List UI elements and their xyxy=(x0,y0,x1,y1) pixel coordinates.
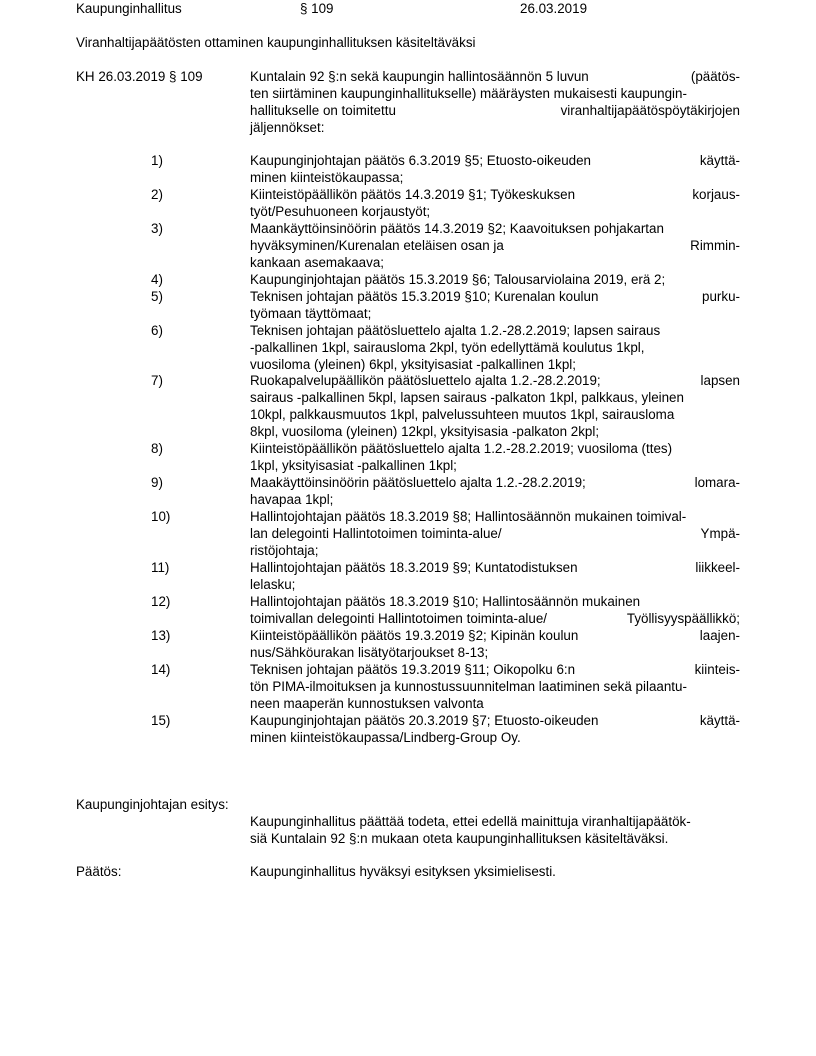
text-line xyxy=(250,610,740,627)
list-item-number: 12) xyxy=(151,594,171,609)
text-line xyxy=(250,542,740,559)
text-fragment: Kaupunginhallitus päättää todeta, ettei edellä mainittuja viranhaltijapäätök- xyxy=(250,814,691,829)
text-fragment: Työllisyyspäällikkö; xyxy=(626,611,740,626)
text-line xyxy=(250,220,740,237)
text-fragment: minen kiinteistökaupassa; xyxy=(250,170,404,185)
text-fragment: vuosiloma (yleinen) 6kpl, yksityisasiat -palkallinen 1kpl; xyxy=(250,357,576,372)
text-line xyxy=(250,491,740,508)
text-line xyxy=(250,389,740,406)
text-line xyxy=(250,661,740,678)
header-section: § 109 xyxy=(300,1,334,16)
list-item-number: 4) xyxy=(151,272,163,287)
text-line xyxy=(250,406,740,423)
text-fragment: lelasku; xyxy=(250,577,296,592)
text-line xyxy=(250,356,740,373)
text-line xyxy=(250,830,740,847)
text-line xyxy=(250,423,740,440)
text-line xyxy=(250,186,740,203)
text-line xyxy=(250,271,740,288)
text-line xyxy=(250,339,740,356)
text-line xyxy=(250,102,740,119)
list-item-number: 1) xyxy=(151,153,163,168)
text-fragment: sairaus -palkallinen 5kpl, lapsen sairaus -palkaton 1kpl, palkkaus, yleinen xyxy=(250,390,684,405)
list-item-number: 8) xyxy=(151,441,163,456)
list-item-number: 6) xyxy=(151,323,163,338)
list-item-number: 9) xyxy=(151,475,163,490)
text-fragment: Kaupunginjohtajan päätös 20.3.2019 §7; Etuosto-oikeuden xyxy=(250,713,599,728)
text-fragment: Teknisen johtajan päätös 15.3.2019 §10; Kurenalan koulun xyxy=(250,289,599,304)
text-fragment: Maakäyttöinsinöörin päätösluettelo ajalta 1.2.-28.2.2019; xyxy=(250,475,586,490)
text-fragment: hallitukselle on toimitettu xyxy=(250,103,396,118)
proposal-label: Kaupunginjohtajan esitys: xyxy=(76,797,229,812)
text-fragment: minen kiinteistökaupassa/Lindberg-Group Oy. xyxy=(250,730,521,745)
list-item-number: 13) xyxy=(151,628,171,643)
text-fragment: korjaus- xyxy=(692,187,740,202)
text-fragment: 1kpl, yksityisasiat -palkallinen 1kpl; xyxy=(250,458,457,473)
text-line xyxy=(250,712,740,729)
text-fragment: Kiinteistöpäällikön päätös 14.3.2019 §1; Työkeskuksen xyxy=(250,187,576,202)
text-line xyxy=(250,305,740,322)
text-line xyxy=(250,68,740,85)
text-fragment: -palkallinen 1kpl, sairausloma 2kpl, työn edellyttämä koulutus 1kpl, xyxy=(250,340,645,355)
text-fragment: liikkeel- xyxy=(695,560,740,575)
text-line xyxy=(250,729,740,746)
text-line xyxy=(250,627,740,644)
text-fragment: ristöjohtaja; xyxy=(250,543,319,558)
text-line xyxy=(250,644,740,661)
list-item-number: 3) xyxy=(151,221,163,236)
text-fragment: siä Kuntalain 92 §:n mukaan oteta kaupunginhallituksen käsiteltäväksi. xyxy=(250,831,669,846)
list-item-number: 7) xyxy=(151,373,163,388)
text-line xyxy=(250,119,740,136)
text-fragment: 10kpl, palkkausmuutos 1kpl, palvelussuhteen muutos 1kpl, sairausloma xyxy=(250,407,675,422)
text-fragment: Hallintojohtajan päätös 18.3.2019 §8; Hallintosäännön mukainen toimival- xyxy=(250,509,687,524)
matter-title: Viranhaltijapäätösten ottaminen kaupunginhallituksen käsiteltäväksi xyxy=(76,35,476,50)
text-line xyxy=(250,322,740,339)
text-line xyxy=(250,254,740,271)
text-fragment: lan delegointi Hallintotoimen toiminta-alue/ xyxy=(250,526,502,541)
text-line xyxy=(250,474,740,491)
text-fragment: Kiinteistöpäällikön päätös 19.3.2019 §2; Kipinän koulun xyxy=(250,628,579,643)
text-fragment: Teknisen johtajan päätösluettelo ajalta 1.2.-28.2.2019; lapsen sairaus xyxy=(250,323,661,338)
text-fragment: hyväksyminen/Kurenalan eteläisen osan ja xyxy=(250,238,504,253)
text-line xyxy=(250,559,740,576)
text-line xyxy=(250,169,740,186)
text-fragment: tön PIMA-ilmoituksen ja kunnostussuunnitelman laatiminen sekä pilaantu- xyxy=(250,679,687,694)
text-fragment: neen maaperän kunnostuksen valvonta xyxy=(250,696,484,711)
text-line xyxy=(250,576,740,593)
text-fragment: kankaan asemakaava; xyxy=(250,255,384,270)
text-fragment: kiinteis- xyxy=(694,662,740,677)
text-line xyxy=(250,695,740,712)
text-line xyxy=(250,813,740,830)
text-fragment: Kaupunginjohtajan päätös 15.3.2019 §6; Talousarviolaina 2019, erä 2; xyxy=(250,272,666,287)
text-fragment: toimivallan delegointi Hallintotoimen toiminta-alue/ xyxy=(250,611,547,626)
text-fragment: purku- xyxy=(702,289,740,304)
text-fragment: Kuntalain 92 §:n sekä kaupungin hallintosäännön 5 luvun xyxy=(250,69,589,84)
text-fragment: Hallintojohtajan päätös 18.3.2019 §10; Hallintosäännön mukainen xyxy=(250,594,641,609)
text-fragment: (päätös- xyxy=(690,69,740,84)
text-fragment: Rimmin- xyxy=(690,238,740,253)
decision-label: Päätös: xyxy=(76,864,122,879)
decision-text: Kaupunginhallitus hyväksyi esityksen yksimielisesti. xyxy=(250,864,556,879)
list-item-number: 10) xyxy=(151,509,171,524)
list-item-number: 5) xyxy=(151,289,163,304)
text-line xyxy=(250,593,740,610)
text-fragment: työt/Pesuhuoneen korjaustyöt; xyxy=(250,204,431,219)
text-line xyxy=(250,288,740,305)
list-item-number: 14) xyxy=(151,662,171,677)
text-fragment: lapsen xyxy=(700,373,740,388)
text-fragment: Maankäyttöinsinöörin päätös 14.3.2019 §2; Kaavoituksen pohjakartan xyxy=(250,221,664,236)
list-item-number: 2) xyxy=(151,187,163,202)
text-fragment: Teknisen johtajan päätös 19.3.2019 §11; Oikopolku 6:n xyxy=(250,662,576,677)
text-fragment: lomara- xyxy=(694,475,740,490)
text-line xyxy=(250,525,740,542)
text-fragment: käyttä- xyxy=(699,153,740,168)
text-line xyxy=(250,203,740,220)
text-fragment: Kiinteistöpäällikön päätösluettelo ajalta 1.2.-28.2.2019; vuosiloma (ttes) xyxy=(250,441,673,456)
list-item-number: 11) xyxy=(151,560,170,575)
text-fragment: käyttä- xyxy=(699,713,740,728)
text-fragment: viranhaltijapäätöspöytäkirjojen xyxy=(560,103,740,118)
text-fragment: Ruokapalvelupäällikön päätösluettelo ajalta 1.2.-28.2.2019; xyxy=(250,373,601,388)
text-line xyxy=(250,85,740,102)
text-line xyxy=(250,440,740,457)
text-fragment: Ympä- xyxy=(700,526,740,541)
text-fragment: jäljennökset: xyxy=(250,120,325,135)
text-fragment: havapaa 1kpl; xyxy=(250,492,334,507)
text-line xyxy=(250,372,740,389)
text-line xyxy=(250,508,740,525)
text-fragment: 8kpl, vuosiloma (yleinen) 12kpl, yksityisasia -palkaton 2kpl; xyxy=(250,424,600,439)
text-line xyxy=(250,678,740,695)
header-body-name: Kaupunginhallitus xyxy=(76,1,182,16)
text-fragment: ten siirtäminen kaupunginhallitukselle) määräysten mukaisesti kaupungin- xyxy=(250,86,687,101)
text-fragment: nus/Sähköurakan lisätyötarjoukset 8-13; xyxy=(250,645,489,660)
text-line xyxy=(250,457,740,474)
list-item-number: 15) xyxy=(151,713,171,728)
header-date: 26.03.2019 xyxy=(520,1,588,16)
text-fragment: Kaupunginjohtajan päätös 6.3.2019 §5; Etuosto-oikeuden xyxy=(250,153,591,168)
text-line xyxy=(250,237,740,254)
text-line xyxy=(250,152,740,169)
text-fragment: laajen- xyxy=(699,628,740,643)
text-fragment: Hallintojohtajan päätös 18.3.2019 §9; Kuntatodistuksen xyxy=(250,560,578,575)
text-fragment: työmaan täyttömaat; xyxy=(250,306,372,321)
matter-reference: KH 26.03.2019 § 109 xyxy=(76,69,203,84)
